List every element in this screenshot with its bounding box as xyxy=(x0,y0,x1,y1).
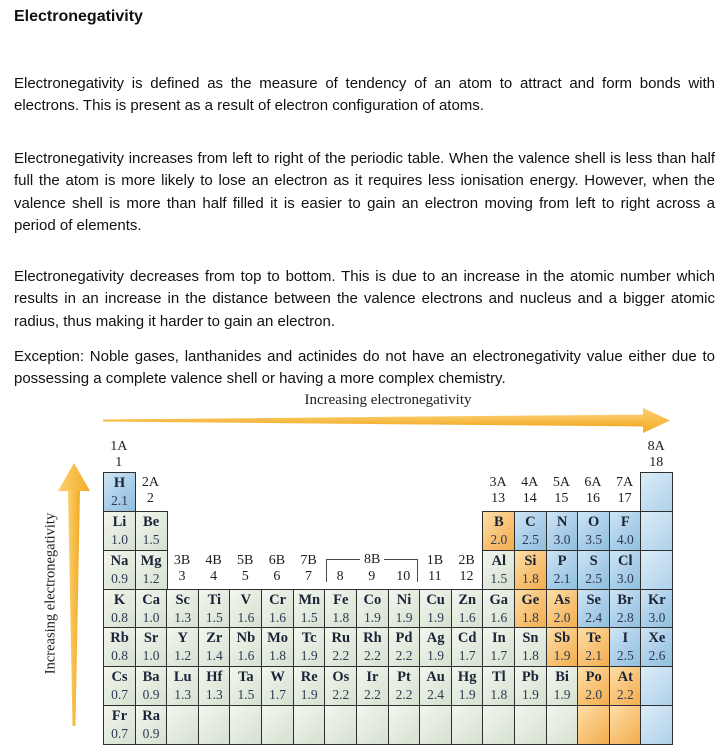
element-cell-os: Os 2.2 xyxy=(324,666,357,706)
element-cell-empty xyxy=(356,705,389,745)
paragraph-top-bottom-trend: Electronegativity decreases from top to bottom. This is due to an increase in the atomic number which results in an increase in the distance between the valence electrons and nucleus and a bigger atomic radius, thus making it harder to gain an electron. xyxy=(14,268,715,330)
group-label-5A: 5A 15 xyxy=(552,475,570,506)
element-cell-empty xyxy=(640,705,673,745)
element-cell-ni: Ni 1.9 xyxy=(388,589,421,629)
element-cell-po: Po 2.0 xyxy=(577,666,610,706)
group-label-7A: 7A 17 xyxy=(616,475,634,506)
element-cell-empty xyxy=(609,705,642,745)
element-cell-ga: Ga 1.6 xyxy=(482,589,515,629)
element-cell-empty xyxy=(198,705,231,745)
element-cell-li: Li 1.0 xyxy=(103,511,136,551)
element-cell-ra: Ra 0.9 xyxy=(135,705,168,745)
group-label-9: 9 xyxy=(368,568,376,584)
element-cell-pb: Pb 1.9 xyxy=(514,666,547,706)
element-cell-al: Al 1.5 xyxy=(482,550,515,590)
element-cell-zn: Zn 1.6 xyxy=(451,589,484,629)
element-cell-empty xyxy=(293,705,326,745)
element-cell-ag: Ag 1.9 xyxy=(419,627,452,667)
element-cell-empty xyxy=(640,666,673,706)
element-cell-empty xyxy=(388,705,421,745)
element-cell-empty xyxy=(482,705,515,745)
element-cell-h: H 2.1 xyxy=(103,472,136,512)
element-cell-rh: Rh 2.2 xyxy=(356,627,389,667)
element-cell-i: I 2.5 xyxy=(609,627,642,667)
element-cell-ti: Ti 1.5 xyxy=(198,589,231,629)
element-cell-empty xyxy=(640,511,673,551)
element-cell-s: S 2.5 xyxy=(577,550,610,590)
element-cell-ba: Ba 0.9 xyxy=(135,666,168,706)
group-label-4B: 4B 4 xyxy=(205,552,222,584)
element-cell-ca: Ca 1.0 xyxy=(135,589,168,629)
element-cell-be: Be 1.5 xyxy=(135,511,168,551)
element-cell-sc: Sc 1.3 xyxy=(166,589,199,629)
element-cell-kr: Kr 3.0 xyxy=(640,589,673,629)
element-cell-in: In 1.7 xyxy=(482,627,515,667)
element-cell-ta: Ta 1.5 xyxy=(229,666,262,706)
element-cell-se: Se 2.4 xyxy=(577,589,610,629)
group-label-6A: 6A 16 xyxy=(584,475,602,506)
element-cell-si: Si 1.8 xyxy=(514,550,547,590)
arrow-up-icon xyxy=(56,460,92,728)
page-title: Electronegativity xyxy=(14,8,143,25)
element-cell-b: B 2.0 xyxy=(482,511,515,551)
element-cell-bi: Bi 1.9 xyxy=(546,666,579,706)
periodic-table xyxy=(103,439,673,745)
paragraph-left-right-trend: Electronegativity increases from left to right of the periodic table. When the valence shell is less than half full the atom is more likely to lose an electron as it requires less ionisation energy. However, when the valence shell is more than half filled it is easier to gain an electron moving from left to right across a period of elements. xyxy=(14,150,715,235)
element-cell-cu: Cu 1.9 xyxy=(419,589,452,629)
top-arrow-label: Increasing electronegativity xyxy=(304,392,472,408)
element-cell-f: F 4.0 xyxy=(609,511,642,551)
element-cell-cr: Cr 1.6 xyxy=(261,589,294,629)
element-cell-empty xyxy=(514,705,547,745)
element-cell-k: K 0.8 xyxy=(103,589,136,629)
element-cell-ir: Ir 2.2 xyxy=(356,666,389,706)
element-cell-as: As 2.0 xyxy=(546,589,579,629)
element-cell-tl: Tl 1.8 xyxy=(482,666,515,706)
group-label-1B: 1B 11 xyxy=(426,552,444,584)
group-label-3A: 3A 13 xyxy=(489,475,507,506)
group-label-8: 8 xyxy=(336,568,344,584)
element-cell-p: P 2.1 xyxy=(546,550,579,590)
element-cell-ru: Ru 2.2 xyxy=(324,627,357,667)
element-cell-cs: Cs 0.7 xyxy=(103,666,136,706)
element-cell-c: C 2.5 xyxy=(514,511,547,551)
element-cell-br: Br 2.8 xyxy=(609,589,642,629)
element-cell-empty xyxy=(261,705,294,745)
element-cell-mg: Mg 1.2 xyxy=(135,550,168,590)
arrow-right-icon xyxy=(103,400,673,440)
element-cell-fe: Fe 1.8 xyxy=(324,589,357,629)
paragraph-definition: Electronegativity is defined as the measure of tendency of an atom to attract and form bonds with electrons. This is present as a result of electron configuration of atoms. xyxy=(14,75,715,115)
element-cell-ge: Ge 1.8 xyxy=(514,589,547,629)
element-cell-hf: Hf 1.3 xyxy=(198,666,231,706)
element-cell-empty xyxy=(419,705,452,745)
element-cell-empty xyxy=(640,472,673,512)
element-cell-mn: Mn 1.5 xyxy=(293,589,326,629)
group-bracket-8B: 8B xyxy=(326,559,418,582)
element-cell-hg: Hg 1.9 xyxy=(451,666,484,706)
element-cell-w: W 1.7 xyxy=(261,666,294,706)
group-label-3B: 3B 3 xyxy=(173,552,191,584)
element-cell-cd: Cd 1.7 xyxy=(451,627,484,667)
element-cell-nb: Nb 1.6 xyxy=(229,627,262,667)
left-arrow-label: Increasing electronegativity xyxy=(42,512,59,675)
element-cell-empty xyxy=(166,705,199,745)
element-cell-zr: Zr 1.4 xyxy=(198,627,231,667)
group-label-2B: 2B 12 xyxy=(458,552,475,584)
element-cell-fr: Fr 0.7 xyxy=(103,705,136,745)
element-cell-re: Re 1.9 xyxy=(293,666,326,706)
group-label-2A: 2A 2 xyxy=(141,475,159,506)
element-cell-mo: Mo 1.8 xyxy=(261,627,294,667)
element-cell-empty xyxy=(577,705,610,745)
group-label-1A: 1A 1 xyxy=(110,439,128,470)
element-cell-empty xyxy=(324,705,357,745)
element-cell-tc: Tc 1.9 xyxy=(293,627,326,667)
element-cell-cl: Cl 3.0 xyxy=(609,550,642,590)
element-cell-empty xyxy=(229,705,262,745)
element-cell-at: At 2.2 xyxy=(609,666,642,706)
element-cell-empty xyxy=(451,705,484,745)
element-cell-na: Na 0.9 xyxy=(103,550,136,590)
element-cell-rb: Rb 0.8 xyxy=(103,627,136,667)
group-label-6B: 6B 6 xyxy=(268,552,286,584)
group-label-8A: 8A 18 xyxy=(647,439,665,470)
element-cell-empty xyxy=(546,705,579,745)
element-cell-o: O 3.5 xyxy=(577,511,610,551)
group-label-4A: 4A 14 xyxy=(521,475,539,506)
group-label-10: 10 xyxy=(396,568,411,584)
element-cell-pt: Pt 2.2 xyxy=(388,666,421,706)
element-cell-sn: Sn 1.8 xyxy=(514,627,547,667)
element-cell-te: Te 2.1 xyxy=(577,627,610,667)
paragraph-exception: Exception: Noble gases, lanthanides and actinides do not have an electronegativity value either due to possessing a complete valence shell or having a more complex chemistry. xyxy=(14,348,715,388)
element-cell-lu: Lu 1.3 xyxy=(166,666,199,706)
element-cell-y: Y 1.2 xyxy=(166,627,199,667)
element-cell-xe: Xe 2.6 xyxy=(640,627,673,667)
element-cell-empty xyxy=(640,550,673,590)
group-label-7B: 7B 7 xyxy=(300,552,317,584)
element-cell-n: N 3.0 xyxy=(546,511,579,551)
element-cell-sr: Sr 1.0 xyxy=(135,627,168,667)
element-cell-sb: Sb 1.9 xyxy=(546,627,579,667)
element-cell-v: V 1.6 xyxy=(229,589,262,629)
group-label-5B: 5B 5 xyxy=(237,552,254,584)
element-cell-au: Au 2.4 xyxy=(419,666,452,706)
element-cell-co: Co 1.9 xyxy=(356,589,389,629)
element-cell-pd: Pd 2.2 xyxy=(388,627,421,667)
